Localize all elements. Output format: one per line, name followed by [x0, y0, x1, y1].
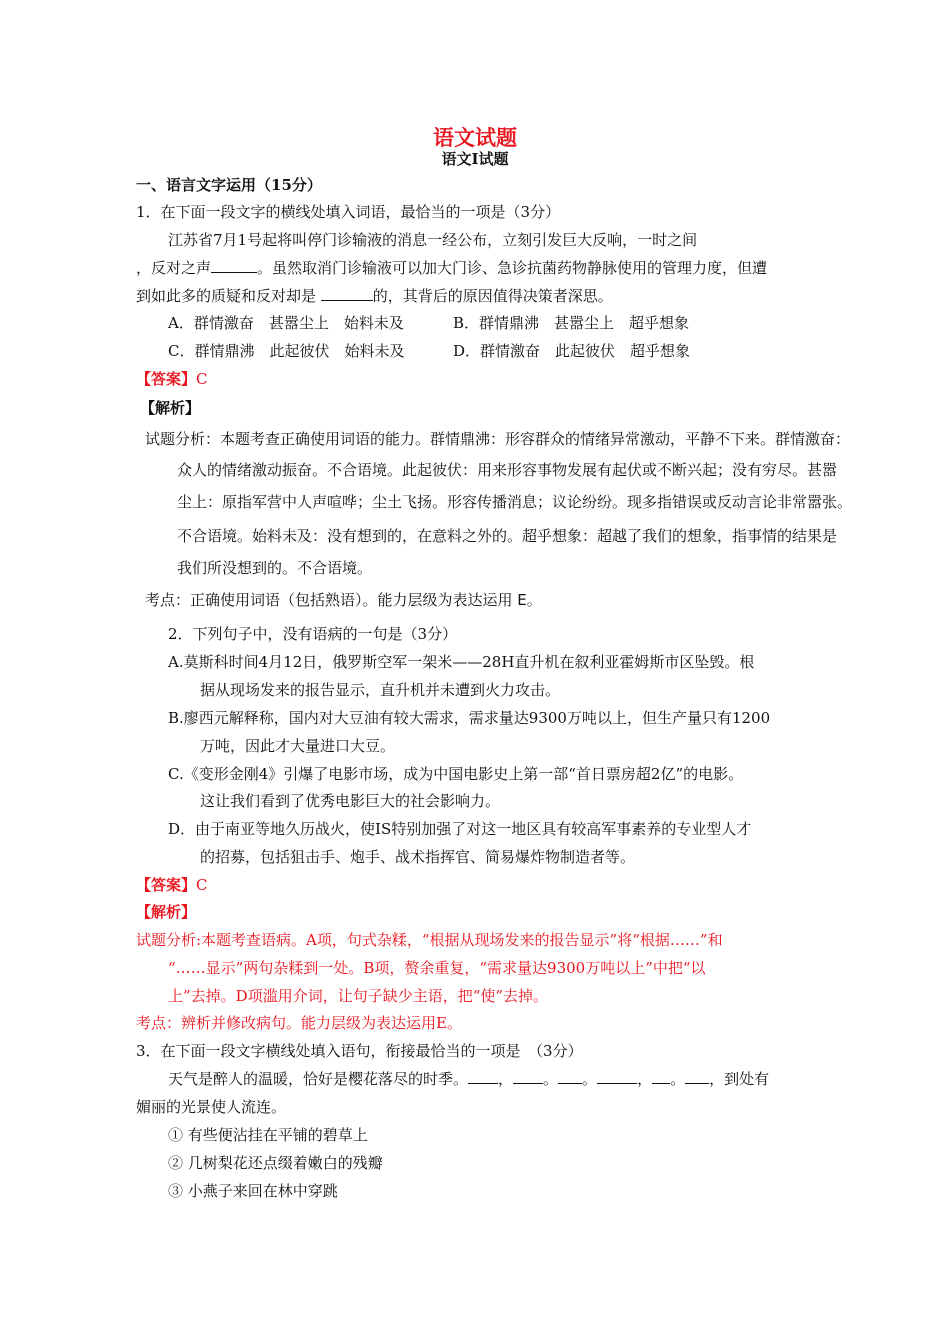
q3-sep-3: 。	[582, 1070, 598, 1088]
q3-blank-2	[513, 1069, 543, 1084]
q2-option-a-line1: A.莫斯科时间4月12日，俄罗斯空军一架米——28H直升机在叙利亚霍姆斯市区坠毁。根	[168, 653, 755, 671]
q3-item-2: ② 几树梨花还点缀着嫩白的残瓣	[168, 1154, 383, 1172]
q3-blank-4	[597, 1069, 637, 1084]
q1-analysis-label: 【解析】	[140, 399, 201, 417]
q2-option-c-line1: C.《变形金刚4》引爆了电影市场，成为中国电影史上第一部“首日票房超2亿”的电影。	[168, 765, 744, 783]
q2-option-d-line2: 的招募，包括狙击手、炮手、战术指挥官、简易爆炸物制造者等。	[200, 848, 636, 866]
q1-passage-line3-a: 到如此多的质疑和反对却是	[136, 287, 321, 305]
q2-point: 考点：辨析并修改病句。能力层级为表达运用E。	[136, 1014, 462, 1032]
q1-passage-line2-b: 。虽然取消门诊输液可以加大门诊、急诊抗菌药物静脉使用的管理力度，但遭	[257, 259, 768, 277]
q1-point: 考点：正确使用词语（包括熟语）。能力层级为表达运用 E。	[145, 591, 542, 609]
q3-sep-2: 。	[543, 1070, 559, 1088]
q1-option-c: C．群情鼎沸 此起彼伏 始料未及	[168, 342, 405, 360]
q1-analysis-line2: 众人的情绪激动振奋。不合语境。此起彼伏：用来形容事物发展有起伏或不断兴起；没有穷尽。甚嚣	[177, 461, 838, 479]
q3-passage-line1	[168, 1069, 769, 1089]
q1-passage-line2	[136, 258, 767, 278]
q3-blank-6	[685, 1069, 709, 1084]
q1-analysis-line3: 尘上：原指军营中人声喧哗；尘土飞扬。形容传播消息；议论纷纷。现多指错误或反动言论非常嚣张。	[177, 493, 853, 511]
q1-analysis-line5: 我们所没想到的。不合语境。	[177, 559, 373, 577]
q3-stem: 3．在下面一段文字横线处填入语句，衔接最恰当的一项是 （3分）	[136, 1042, 583, 1060]
q1-analysis-line4: 不合语境。始料未及：没有想到的，在意料之外的。超乎想象：超越了我们的想象，指事情的结果是	[177, 527, 838, 545]
q1-passage-line1: 江苏省7月1号起将叫停门诊输液的消息一经公布，立刻引发巨大反响，一时之间	[168, 231, 698, 249]
q1-passage-line3	[136, 286, 613, 306]
q2-answer-value: C	[196, 876, 208, 894]
q2-option-b-line2: 万吨，因此才大量进口大豆。	[200, 737, 396, 755]
q2-answer	[136, 875, 208, 895]
q1-analysis-line1: 试题分析：本题考查正确使用词语的能力。群情鼎沸：形容群众的情绪异常激动，平静不下来。群情激奋：	[145, 430, 851, 448]
q1-blank-3	[321, 286, 373, 301]
q2-option-b-line1: B.廖西元解释称，国内对大豆油有较大需求，需求量达9300万吨以上，但生产量只有1200	[168, 709, 771, 727]
q2-analysis-label: 【解析】	[136, 903, 197, 921]
q3-sep-5: 。	[670, 1070, 686, 1088]
q1-blank-2	[211, 258, 257, 273]
q2-option-d-line1: D．由于南亚等地久历战火，使IS特别加强了对这一地区具有较高军事素养的专业型人才	[168, 820, 752, 838]
q1-answer-value: C	[196, 370, 208, 388]
q3-passage-line2: 媚丽的光景使人流连。	[136, 1098, 287, 1116]
q3-sep-1: ，	[498, 1070, 514, 1088]
q1-answer	[136, 369, 208, 389]
q3-blank-1	[468, 1069, 498, 1084]
q1-option-a: A．群情激奋 甚嚣尘上 始料未及	[168, 314, 404, 332]
q1-passage-line3-b: 的，其背后的原因值得决策者深思。	[372, 287, 613, 305]
page-subtitle: 语文Ⅰ试题	[441, 150, 509, 168]
q3-item-3: ③ 小燕子来回在林中穿跳	[168, 1182, 338, 1200]
q3-blank-5	[652, 1069, 670, 1084]
q3-passage-line1-a: 天气是醉人的温暖，恰好是樱花落尽的时季。	[168, 1070, 469, 1088]
q1-answer-label: 【答案】	[136, 370, 197, 388]
q2-option-c-line2: 这让我们看到了优秀电影巨大的社会影响力。	[200, 792, 501, 810]
q2-analysis-line3: 上”去掉。D项滥用介词，让句子缺少主语，把“使”去掉。	[168, 987, 549, 1005]
q2-answer-label: 【答案】	[136, 876, 197, 894]
q1-passage-line2-a: ，反对之声	[136, 259, 212, 277]
q2-stem: 2．下列句子中，没有语病的一句是（3分）	[168, 625, 458, 643]
q3-sep-4: ，	[637, 1070, 653, 1088]
q2-analysis-line2: “……显示”两句杂糅到一处。B项，赘余重复，“需求量达9300万吨以上”中把“以	[168, 959, 706, 977]
q1-option-d: D．群情激奋 此起彼伏 超乎想象	[453, 342, 691, 360]
q3-item-1: ① 有些便沾挂在平铺的碧草上	[168, 1126, 368, 1144]
q2-option-a-line2: 据从现场发来的报告显示，直升机并未遭到火力攻击。	[200, 681, 561, 699]
q3-blank-3	[558, 1069, 582, 1084]
q2-analysis-line1: 试题分析:本题考查语病。A项，句式杂糅，“根据从现场发来的报告显示”将“根据……”和	[136, 931, 723, 949]
q1-stem: 1．在下面一段文字的横线处填入词语，最恰当的一项是（3分）	[136, 203, 561, 221]
section-heading: 一、语言文字运用（15分）	[136, 176, 322, 194]
q3-passage-line1-end: ，到处有	[709, 1070, 770, 1088]
q1-option-b: B．群情鼎沸 甚嚣尘上 超乎想象	[453, 314, 690, 332]
page-title: 语文试题	[433, 125, 517, 150]
